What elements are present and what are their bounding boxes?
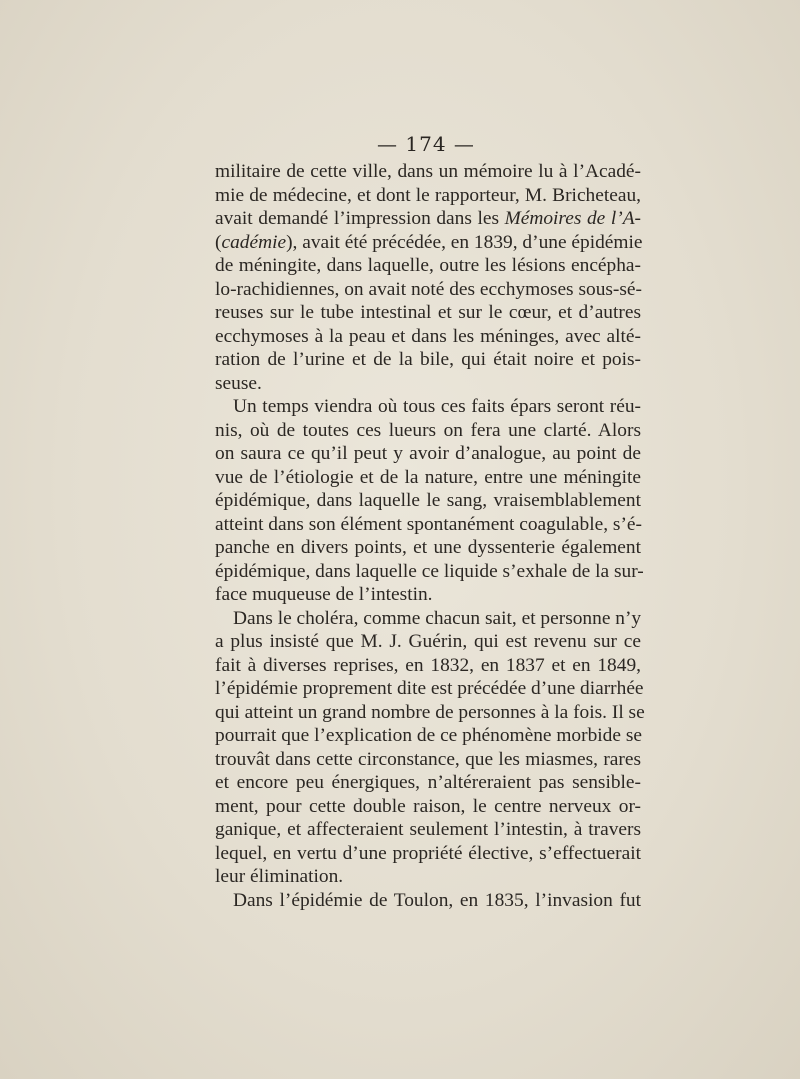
- body-text: [215, 160, 645, 912]
- text-line: ment, pour cette double raison, le centre nerveux or-: [215, 795, 641, 817]
- text-line: lequel, en vertu d’une propriété élective, s’effectuerait: [215, 842, 641, 864]
- text-line: leur élimination.: [215, 866, 344, 887]
- italic-title-cont: cadémie: [221, 231, 287, 253]
- text-line: face muqueuse de l’intestin.: [215, 584, 433, 605]
- page-number: — 174 —: [377, 132, 475, 156]
- text-line: panche en divers points, et une dyssenterie également: [215, 537, 641, 558]
- text-line: pourrait que l’explication de ce phénomène morbide se: [215, 725, 642, 746]
- text-line: fait à diverses reprises, en 1832, en 1837 et en 1849,: [215, 654, 641, 676]
- text-line: lo-rachidiennes, on avait noté des ecchymoses sous-sé-: [215, 278, 643, 300]
- text-line: épidémique, dans laquelle le sang, vraisemblablement: [215, 490, 641, 511]
- text-line: Un temps viendra où tous ces faits épars seront réu-: [233, 396, 641, 417]
- text-line: nis, où de toutes ces lueurs on fera une clarté. Alors: [215, 419, 641, 441]
- paragraph-3: [215, 607, 645, 889]
- text-line: atteint dans son élément spontanément coagulable, s’é-: [215, 513, 642, 535]
- text-line: et encore peu énergiques, n’altéreraient pas sensible-: [215, 772, 641, 793]
- paragraph-4: [215, 889, 641, 913]
- text-line: (cadémie), avait été précédée, en 1839, d’une épidémie: [215, 231, 643, 253]
- paragraph-1: [215, 160, 641, 395]
- text-line: [215, 207, 641, 231]
- text-line: vue de l’étiologie et de la nature, entre une méningite: [215, 466, 641, 488]
- text-line: ecchymoses à la peau et dans les méninges, avec alté-: [215, 325, 641, 347]
- text-line: a plus insisté que M. J. Guérin, qui est revenu sur ce: [215, 631, 641, 652]
- text-line: Dans le choléra, comme chacun sait, et personne n’y: [233, 607, 642, 629]
- italic-title: Mémoires de l’A-: [504, 208, 642, 229]
- text-line: épidémique, dans laquelle ce liquide s’exhale de la sur-: [215, 560, 644, 582]
- text-line: de méningite, dans laquelle, outre les lésions encépha-: [215, 255, 641, 276]
- text-line: l’épidémie proprement dite est précédée d’une diarrhée: [215, 678, 644, 699]
- text-line: trouvât dans cette circonstance, que les miasmes, rares: [215, 748, 641, 770]
- text-line: mie de médecine, et dont le rapporteur, M. Bricheteau,: [215, 184, 641, 206]
- text-line: ganique, et affecteraient seulement l’intestin, à travers: [215, 819, 641, 840]
- text-fragment: avait demandé l’impression dans les: [215, 208, 505, 229]
- text-line: militaire de cette ville, dans un mémoire lu à l’Acadé-: [215, 161, 641, 182]
- text-line: on saura ce qu’il peut y avoir d’analogue, au point de: [215, 443, 641, 464]
- text-fragment: ), avait été précédée, en 1839, d’une épidémie: [286, 231, 643, 253]
- text-line: ration de l’urine et de la bile, qui était noire et pois-: [215, 349, 641, 370]
- text-line: seuse.: [215, 372, 262, 394]
- text-line: reuses sur le tube intestinal et sur le cœur, et d’autres: [215, 302, 641, 323]
- text-line: Dans l’épidémie de Toulon, en 1835, l’invasion fut: [233, 889, 641, 911]
- text-line: qui atteint un grand nombre de personnes à la fois. Il se: [215, 701, 645, 723]
- paragraph-2: [215, 395, 644, 607]
